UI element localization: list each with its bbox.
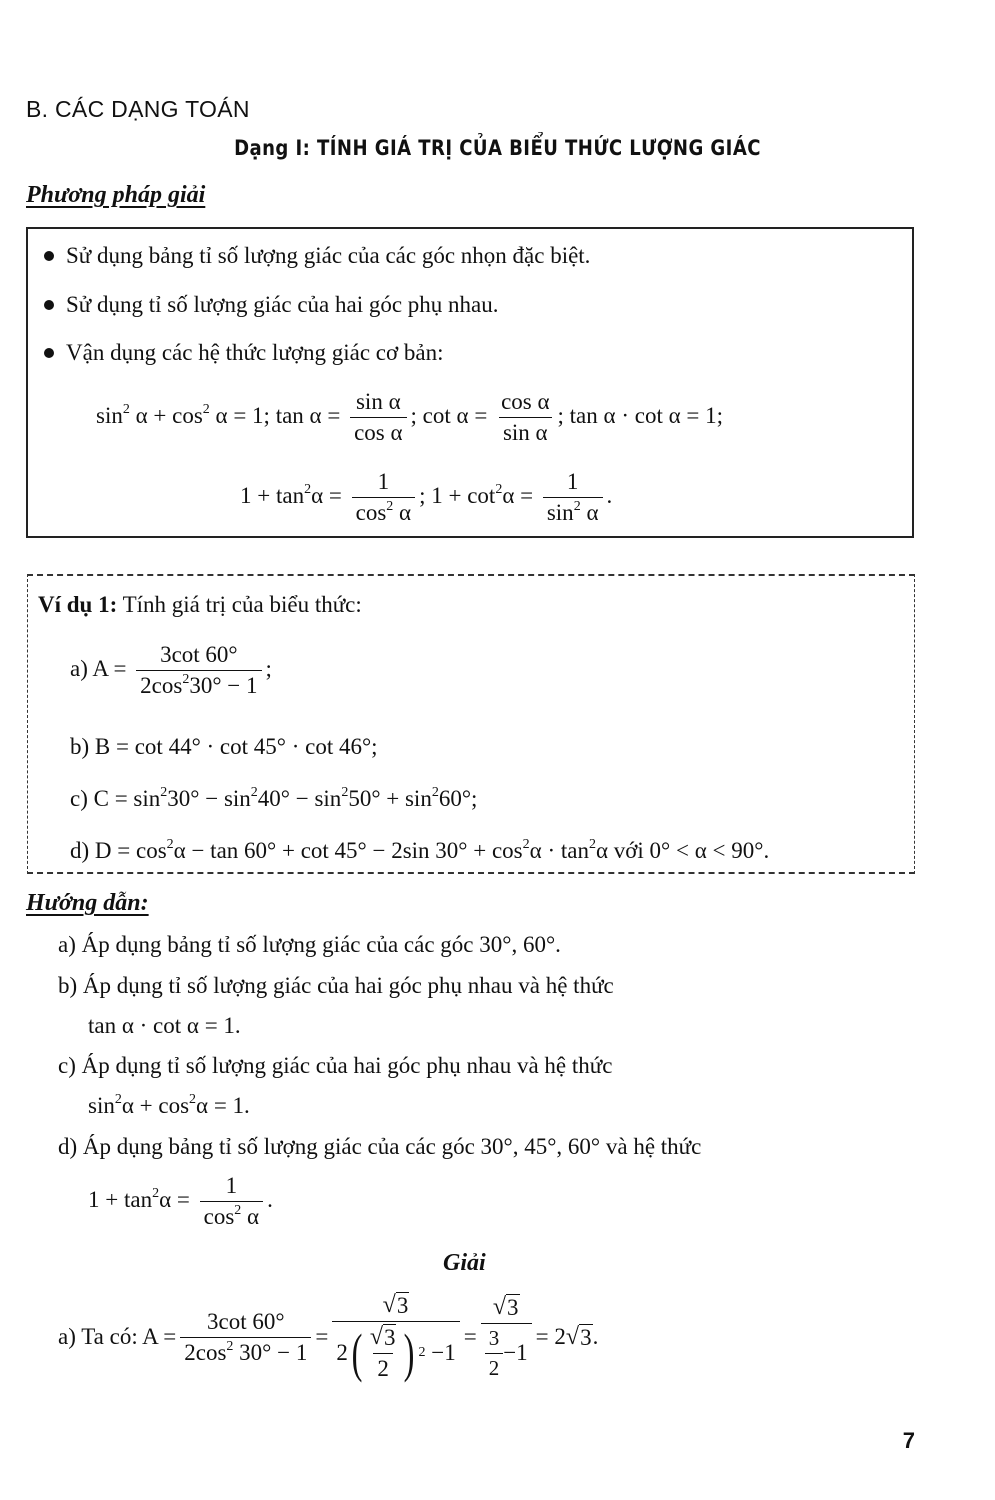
method-bullet [44, 340, 444, 366]
formula-basic-1: $\sin^2 \alpha + \cos^2 \alpha = 1$; tan α = $\frac{\text{sin α}}{\text{cos α}}$ ; cot α = $\frac{\text{cos α}}{\text{sin α}}$ ; tan α · cot α = 1; [96, 389, 723, 445]
formula-basic-2: $1 + \tan^2\alpha$ = $\frac{1}{\cos^2 \alpha}$ ; $1 + \cot^2\alpha$ = $\frac{1}{\sin^2 \alpha}$ . [240, 469, 613, 525]
guide-formula-d: $1 + \tan^2\alpha$ = $\frac{1}{\cos^2 \alpha}$ . [88, 1173, 273, 1229]
bullet-icon [44, 251, 54, 261]
solution-heading: Giải [443, 1250, 486, 1276]
fraction: √ 3 2 ( √ 3 2 ) 2 −1 [332, 1292, 459, 1382]
fraction: $\frac{\text{sin α}}{\text{cos α}}$ [350, 389, 406, 446]
guide-heading: Hướng dẫn: [26, 890, 149, 916]
guide-formula-b: tan α · cot α = 1. [88, 1013, 241, 1038]
topic-title: Dạng I: TÍNH GIÁ TRỊ CỦA BIỂU THỨC LƯỢNG GIÁC [234, 136, 761, 160]
fraction: $\frac{3\cot 60^\circ}{2\cos^230^\circ - 1}$ [136, 642, 261, 699]
bullet-text: Sử dụng bảng tỉ số lượng giác của các góc nhọn đặc biệt. [66, 243, 591, 268]
fraction: $\frac{3\cot 60^\circ}{2\cos^2 30^\circ - 1}$ [180, 1309, 311, 1366]
method-heading: Phương pháp giải [26, 182, 206, 208]
fraction: $\frac{1}{\cos^2 \alpha}$ [352, 469, 415, 526]
method-bullet [44, 243, 590, 269]
bullet-icon [44, 300, 54, 310]
example-item-a: a) A = $\frac{3\cot 60^\circ}{2\cos^230^\circ - 1}$ ; [70, 642, 272, 698]
example-item-c: c) $C = \sin^230^\circ - \sin^240^\circ - \sin^250^\circ + \sin^260^\circ$; [70, 785, 478, 811]
fraction: $\frac{1}{\sin^2 \alpha}$ [543, 469, 603, 526]
bullet-text: Vận dụng các hệ thức lượng giác cơ bản: [66, 340, 444, 365]
guide-formula-c: $\sin^2\alpha + \cos^2\alpha = 1$. [88, 1092, 250, 1118]
bullet-text: Sử dụng tỉ số lượng giác của hai góc phụ nhau. [66, 292, 499, 317]
fraction: $\frac{3}{2}$ [485, 1326, 504, 1381]
fraction: $\frac{1}{\cos^2 \alpha}$ [200, 1173, 263, 1230]
bullet-icon [44, 348, 54, 358]
guide-item-d: d) Áp dụng bảng tỉ số lượng giác của các góc 30°, 45°, 60° và hệ thức [58, 1134, 702, 1159]
guide-item-c: c) Áp dụng tỉ số lượng giác của hai góc phụ nhau và hệ thức [58, 1053, 613, 1078]
fraction: √ 3 $\frac{3}{2}$ −1 [481, 1294, 532, 1381]
method-box [26, 227, 914, 538]
guide-item-b: b) Áp dụng tỉ số lượng giác của hai góc phụ nhau và hệ thức [58, 973, 614, 998]
fraction: √ 3 2 [369, 1324, 396, 1381]
solution-item-a: a) Ta có: A = $\frac{3\cot 60^\circ}{2\cos^2 30^\circ - 1}$ = √ 3 2 ( √ 3 2 ) 2 −1 = √ 3 $\frac{3}{2}$ −1 = 2 √ 3 . [58, 1292, 599, 1383]
example-box [27, 574, 915, 874]
guide-item-a: a) Áp dụng bảng tỉ số lượng giác của các góc 30°, 60°. [58, 932, 561, 957]
example-item-d: d) $D = \cos^2\alpha - \tan 60^\circ + \cot 45^\circ - 2\sin$ $30^\circ + \cos^2\alpha \cdot \tan^2\alpha$ với 0° < α < 90°. [70, 837, 770, 863]
example-prompt: Ví dụ 1: Tính giá trị của biểu thức: [38, 592, 362, 617]
fraction: $\frac{\text{cos α}}{\text{sin α}}$ [497, 389, 553, 446]
page-number: 7 [902, 1428, 915, 1453]
method-bullet [44, 292, 499, 318]
example-label: Ví dụ 1: [38, 592, 118, 617]
section-title: B. CÁC DẠNG TOÁN [26, 96, 250, 122]
example-item-b: b) B = cot 44° · cot 45° · cot 46°; [70, 734, 378, 759]
